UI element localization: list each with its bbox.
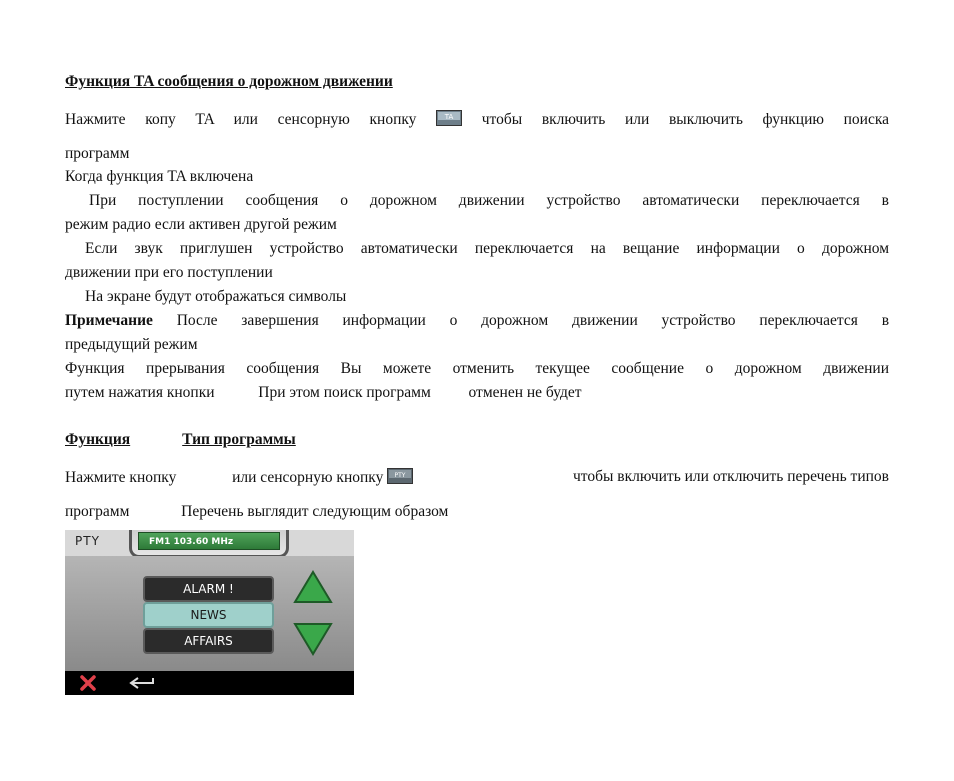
interrupt-text-a: путем нажатия кнопки xyxy=(65,384,215,401)
interrupt-text-c: отменен не будет xyxy=(468,384,582,401)
pty-paragraph-line1 xyxy=(65,468,889,489)
pty-text-e: Перечень выглядит следующим образом xyxy=(181,503,449,520)
device-bottom-bar xyxy=(65,671,354,695)
interrupt-line2 xyxy=(65,384,582,402)
pty-text-d: программ xyxy=(65,503,130,520)
ta-muted-line2: движении при его поступлении xyxy=(65,264,273,281)
ta-paragraph-text-b: чтобы включить или выключить функцию поиска xyxy=(481,111,889,128)
pty-device-screen xyxy=(65,530,354,695)
back-arrow-icon[interactable] xyxy=(129,675,157,691)
pty-item-news[interactable]: NEWS xyxy=(143,602,274,628)
ta-paragraph-text-a: Нажмите копу TA или сенсорную кнопку xyxy=(65,111,417,128)
triangle-up-icon[interactable] xyxy=(293,570,333,604)
ta-enabled-line: Когда функция TA включена xyxy=(65,168,254,185)
section-pty-heading xyxy=(65,431,296,449)
pty-paragraph-line2 xyxy=(65,503,448,521)
ta-paragraph-line2: программ xyxy=(65,145,130,162)
pty-text-b: или сенсорную кнопку xyxy=(232,469,384,486)
pty-heading-a: Функция xyxy=(65,431,131,448)
pty-text-c: чтобы включить или отключить перечень типов xyxy=(572,468,889,485)
device-body xyxy=(65,556,354,671)
close-x-icon[interactable] xyxy=(79,675,97,691)
pty-icon-label: PTY xyxy=(394,472,406,479)
pty-mode-label: PTY xyxy=(75,534,100,548)
ta-icon-label: TA xyxy=(444,113,454,121)
pty-text-a: Нажмите кнопку xyxy=(65,469,177,486)
ta-muted-line1: Если звук приглушен устройство автоматически переключается на вещание информации о дорожном xyxy=(85,240,889,257)
ta-button-icon xyxy=(436,110,462,131)
triangle-down-icon[interactable] xyxy=(293,622,333,656)
note-label: Примечание xyxy=(65,312,153,329)
ta-symbols-line: На экране будут отображаться символы xyxy=(85,288,347,305)
pty-item-affairs[interactable]: AFFAIRS xyxy=(143,628,274,654)
frequency-display: FM1 103.60 MHz xyxy=(138,532,280,550)
note-line2: предыдущий режим xyxy=(65,336,198,353)
interrupt-text-b: При этом поиск программ xyxy=(258,384,431,401)
section-ta-heading: Функция TA сообщения о дорожном движении xyxy=(65,73,393,90)
pty-heading-b: Тип программы xyxy=(182,431,296,448)
interrupt-line1 xyxy=(65,360,889,378)
note-text: После завершения информации о дорожном движении устройство переключается в xyxy=(176,312,890,329)
ta-auto-switch-line1: При поступлении сообщения о дорожном движении устройство автоматически переключается в xyxy=(89,192,889,209)
pty-button-icon xyxy=(387,468,413,489)
pty-item-alarm[interactable]: ALARM ! xyxy=(143,576,274,602)
interrupt-title: Функция прерывания сообщения xyxy=(65,360,320,377)
frequency-tab xyxy=(129,530,289,558)
ta-paragraph-line1 xyxy=(65,110,889,131)
note-line1 xyxy=(65,312,889,330)
ta-auto-switch-line2: режим радио если активен другой режим xyxy=(65,216,337,233)
interrupt-text: Вы можете отменить текущее сообщение о дорожном движении xyxy=(340,360,889,377)
